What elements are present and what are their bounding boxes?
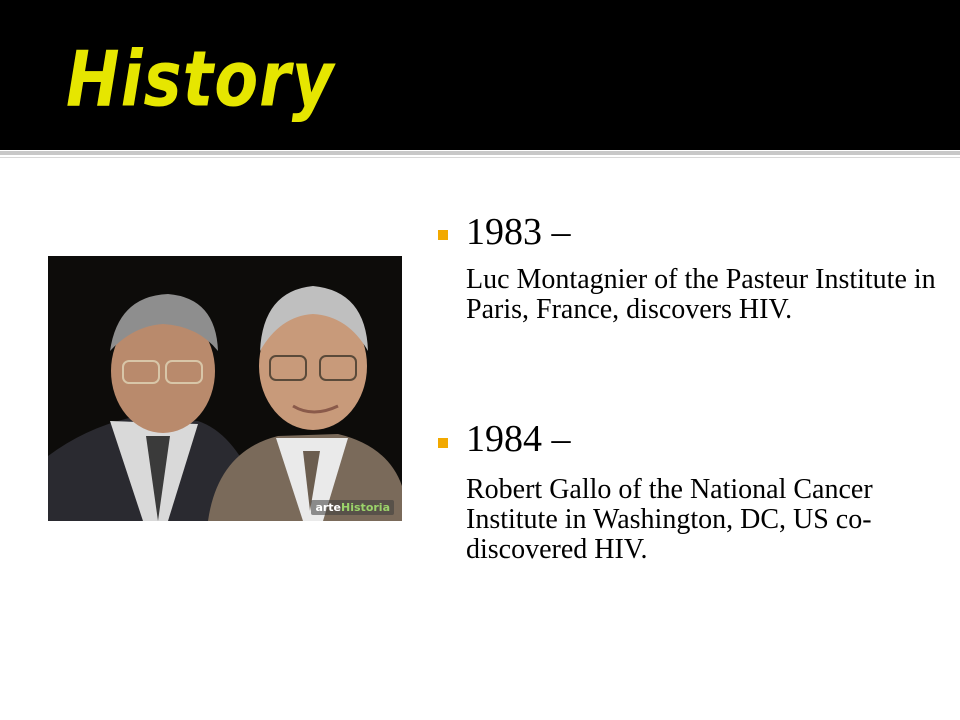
- title-divider: [0, 151, 960, 155]
- item-text-1983: Luc Montagnier of the Pasteur Institute in Paris, France, discovers HIV.: [466, 264, 936, 325]
- item-text-1984: Robert Gallo of the National Cancer Institute in Washington, DC, US co-discovered HIV.: [466, 474, 873, 565]
- year-1984: 1984 –: [466, 418, 571, 460]
- photo-watermark: arteHistoria: [311, 500, 394, 515]
- title-bar: [0, 0, 960, 150]
- portrait-photo: [48, 256, 402, 521]
- portrait-illustration: [48, 256, 402, 521]
- slide-title: History: [66, 36, 335, 125]
- title-divider-thin: [0, 157, 960, 158]
- bullet-icon: [438, 438, 448, 448]
- year-1983: 1983 –: [466, 211, 571, 253]
- bullet-icon: [438, 230, 448, 240]
